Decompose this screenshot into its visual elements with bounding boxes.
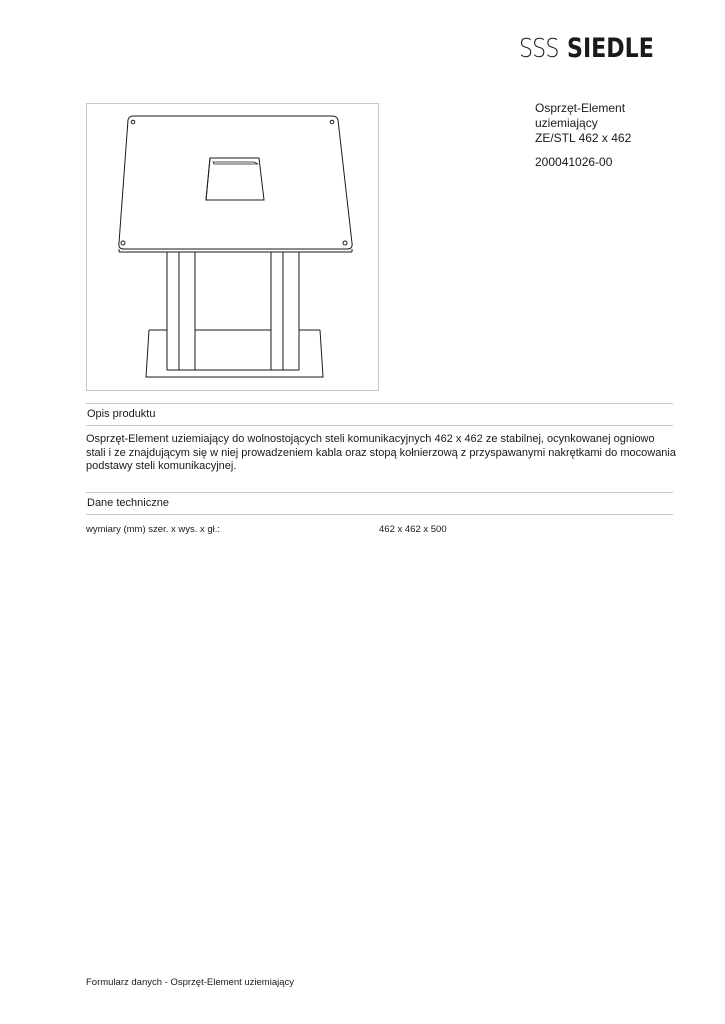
dimensions-label: wymiary (mm) szer. x wys. x gł.: — [86, 524, 221, 535]
technical-data-section-header: Dane techniczne — [86, 492, 673, 515]
grounding-element-drawing — [87, 104, 380, 392]
siedle-logo-mark: SSS — [519, 34, 559, 64]
siedle-logo-wordmark: SIEDLE — [567, 33, 654, 64]
product-image — [86, 103, 379, 391]
product-title: Osprzęt-Element uziemiający ZE/STL 462 x 462 — [535, 101, 632, 145]
page-footer: Formularz danych - Osprzęt-Element uziemiający — [86, 977, 295, 988]
dimensions-value: 462 x 462 x 500 — [379, 524, 447, 535]
product-number: 200041026-00 — [535, 155, 613, 169]
description-section-header: Opis produktu — [86, 403, 673, 426]
siedle-logo — [512, 34, 673, 64]
product-description: Osprzęt-Element uziemiający do wolnostojących steli komunikacyjnych 462 x 462 ze stabilnej, ocynkowanej ogniowo stali i ze znajdującym się w niej prowadzeniem kabla oraz stopą kołnierzową z przyspawanymi nakrętkami do mocowania podstawy steli komunikacyjnej. — [86, 433, 676, 472]
